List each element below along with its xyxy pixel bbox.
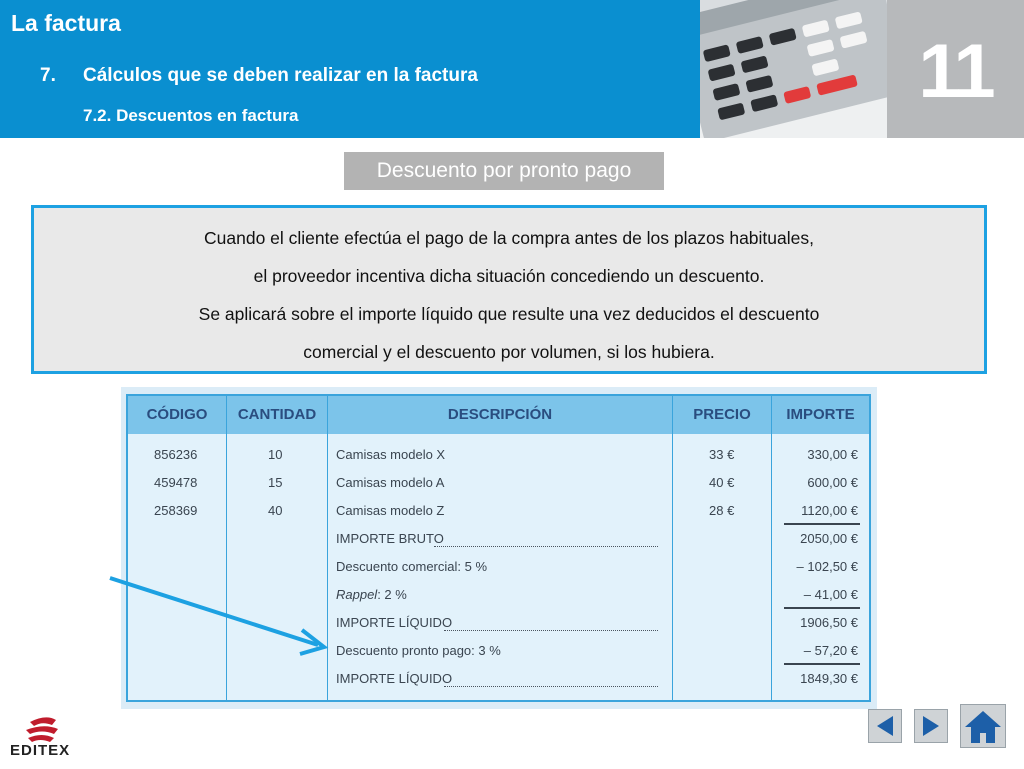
cell-importe: – 57,20 € bbox=[803, 643, 858, 658]
explanation-line: comercial y el descuento por volumen, si los hubiera. bbox=[303, 342, 715, 362]
next-button[interactable] bbox=[914, 709, 948, 743]
cell-codigo: 258369 bbox=[154, 503, 198, 518]
cell-precio: 33 € bbox=[709, 447, 735, 462]
cell-importe: 330,00 € bbox=[807, 447, 858, 462]
column-header-codigo: CÓDIGO bbox=[146, 406, 208, 423]
cell-codigo: 459478 bbox=[154, 475, 198, 490]
cell-importe: – 102,50 € bbox=[796, 559, 858, 574]
cell-descripcion: Camisas modelo A bbox=[336, 475, 445, 490]
cell-cantidad: 15 bbox=[268, 475, 283, 490]
cell-descripcion: IMPORTE LÍQUIDO bbox=[336, 615, 453, 630]
topic-label: Descuento por pronto pago bbox=[344, 152, 664, 190]
cell-cantidad: 40 bbox=[268, 503, 283, 518]
cell-importe: 2050,00 € bbox=[800, 531, 858, 546]
cell-descripcion: IMPORTE BRUTO bbox=[336, 531, 444, 546]
rappel-rate: : 2 % bbox=[377, 587, 407, 602]
cell-importe: 1906,50 € bbox=[800, 615, 858, 630]
cell-codigo: 856236 bbox=[154, 447, 198, 462]
prev-button[interactable] bbox=[868, 709, 902, 743]
column-header-importe: IMPORTE bbox=[786, 406, 855, 423]
cell-descripcion: Descuento comercial: 5 % bbox=[336, 559, 488, 574]
cell-importe: – 41,00 € bbox=[803, 587, 858, 602]
rappel-label: Rappel bbox=[336, 587, 378, 602]
prev-icon bbox=[869, 710, 901, 742]
column-header-precio: PRECIO bbox=[693, 406, 751, 423]
section-title: Cálculos que se deben realizar en la factura bbox=[83, 65, 478, 86]
cell-importe: 1120,00 € bbox=[801, 503, 858, 518]
cell-descripcion: IMPORTE LÍQUIDO bbox=[336, 671, 453, 686]
explanation-line: Cuando el cliente efectúa el pago de la compra antes de los plazos habituales, bbox=[204, 228, 814, 248]
cell-importe: 600,00 € bbox=[807, 475, 858, 490]
cell-descripcion: Camisas modelo X bbox=[336, 447, 446, 462]
section-number: 7. bbox=[40, 65, 56, 86]
chapter-number: 11 bbox=[918, 29, 993, 114]
cell-precio: 28 € bbox=[709, 503, 735, 518]
next-icon bbox=[915, 710, 947, 742]
cell-precio: 40 € bbox=[709, 475, 735, 490]
cell-importe: 1849,30 € bbox=[800, 671, 858, 686]
column-header-descripcion: DESCRIPCIÓN bbox=[447, 406, 553, 423]
explanation-line: el proveedor incentiva dicha situación concediendo un descuento. bbox=[253, 266, 765, 286]
cell-cantidad: 10 bbox=[268, 447, 283, 462]
home-button[interactable] bbox=[960, 704, 1006, 748]
column-header-cantidad: CANTIDAD bbox=[237, 406, 317, 423]
cell-descripcion: Camisas modelo Z bbox=[336, 503, 445, 518]
cell-descripcion: Descuento pronto pago: 3 % bbox=[336, 643, 501, 658]
explanation-line: Se aplicará sobre el importe líquido que resulte una vez deducidos el descuento bbox=[198, 304, 820, 324]
logo-text: EDITEX bbox=[10, 742, 71, 759]
editex-logo bbox=[8, 712, 78, 764]
home-icon bbox=[961, 705, 1005, 747]
slide-title: La factura bbox=[11, 10, 121, 36]
subsection-title: 7.2. Descuentos en factura bbox=[83, 106, 299, 125]
